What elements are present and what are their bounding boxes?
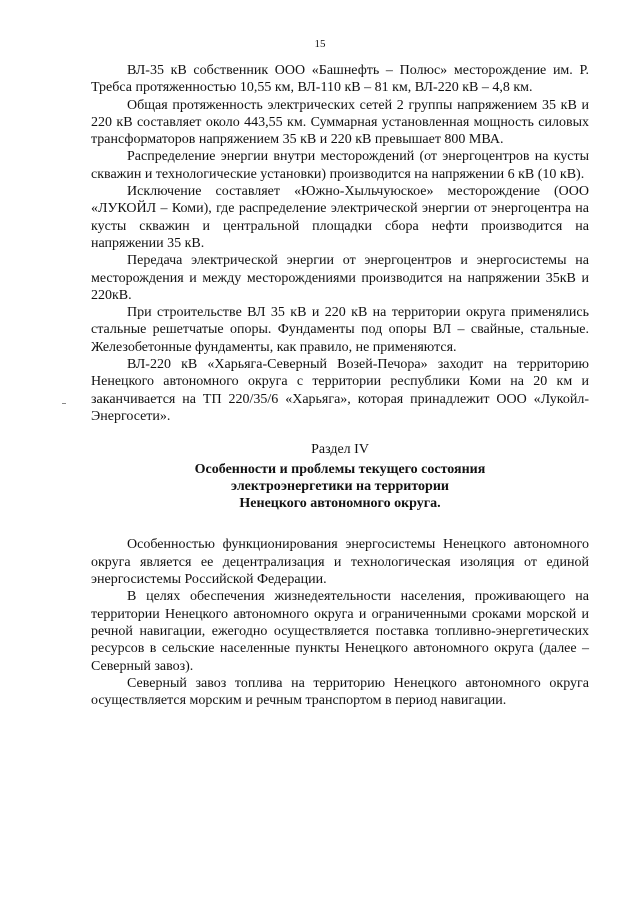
page-number: 15 [314, 38, 326, 50]
section-heading [91, 441, 589, 512]
paragraph: Распределение энергии внутри месторождений (от энергоцентров на кусты скважин и технологические установки) производится на напряжении 6 кВ (10 кВ). [91, 149, 589, 182]
paragraph: ВЛ-220 кВ «Харьяга-Северный Возей-Печора» заходит на территорию Ненецкого автономного округа с территории республики Коми на 20 км и заканчивается на ТП 220/35/6 «Харьяга», которая принадлежит ООО «Лукойл-Энергосети». [91, 357, 589, 424]
paragraph: Особенностью функционирования энергосистемы Ненецкого автономного округа является ее децентрализация и технологическая изоляция от единой энергосистемы Российской Федерации. [91, 537, 589, 588]
paragraph: Исключение составляет «Южно-Хыльчуюское» месторождение (ООО «ЛУКОЙЛ – Коми), где распределение электрической энергии от энергоцентра на кусты скважин и центральной площадки сбора нефти производится на напряжении 35 кВ. [91, 184, 589, 251]
section-title [91, 461, 589, 513]
paragraph: Передача электрической энергии от энергоцентров и энергосистемы на месторождения и между месторождениями производится на напряжении 35кВ и 220кВ. [91, 253, 589, 303]
document-body [91, 62, 589, 709]
section-title-line: Ненецкого автономного округа. [239, 496, 441, 512]
paragraph: Общая протяженность электрических сетей 2 группы напряжением 35 кВ и 220 кВ составляет около 443,55 км. Суммарная установленная мощность силовых трансформаторов напряжением 35 кВ и 220 кВ превышает 800 МВА. [91, 97, 589, 148]
paragraph: В целях обеспечения жизнедеятельности населения, проживающего на территории Ненецкого автономного округа и ограниченными сроками морской и речной навигации, ежегодно осуществляется поставка топливно-энергетических ресурсов в сельские населенные пункты Ненецкого автономного округа (далее – Северный завоз). [91, 589, 589, 674]
paragraph: ВЛ-35 кВ собственник ООО «Башнефть – Полюс» месторождение им. Р. Требса протяженностью 10,55 км, ВЛ-110 кВ – 81 км, ВЛ-220 кВ – 4,8 км. [91, 63, 589, 96]
spacer [91, 512, 589, 536]
section-title-line: Особенности и проблемы текущего состояния [194, 461, 486, 477]
section-title-line: электроэнергетики на территории [231, 478, 449, 494]
margin-mark [62, 403, 66, 404]
section-label: Раздел IV [311, 442, 369, 458]
paragraph: Северный завоз топлива на территорию Ненецкого автономного округа осуществляется морским и речным транспортом в период навигации. [91, 675, 589, 709]
paragraph: При строительстве ВЛ 35 кВ и 220 кВ на территории округа применялись стальные решетчатые опоры. Фундаменты под опоры ВЛ – свайные, стальные. Железобетонные фундаменты, как правило, не применяются. [91, 305, 589, 355]
